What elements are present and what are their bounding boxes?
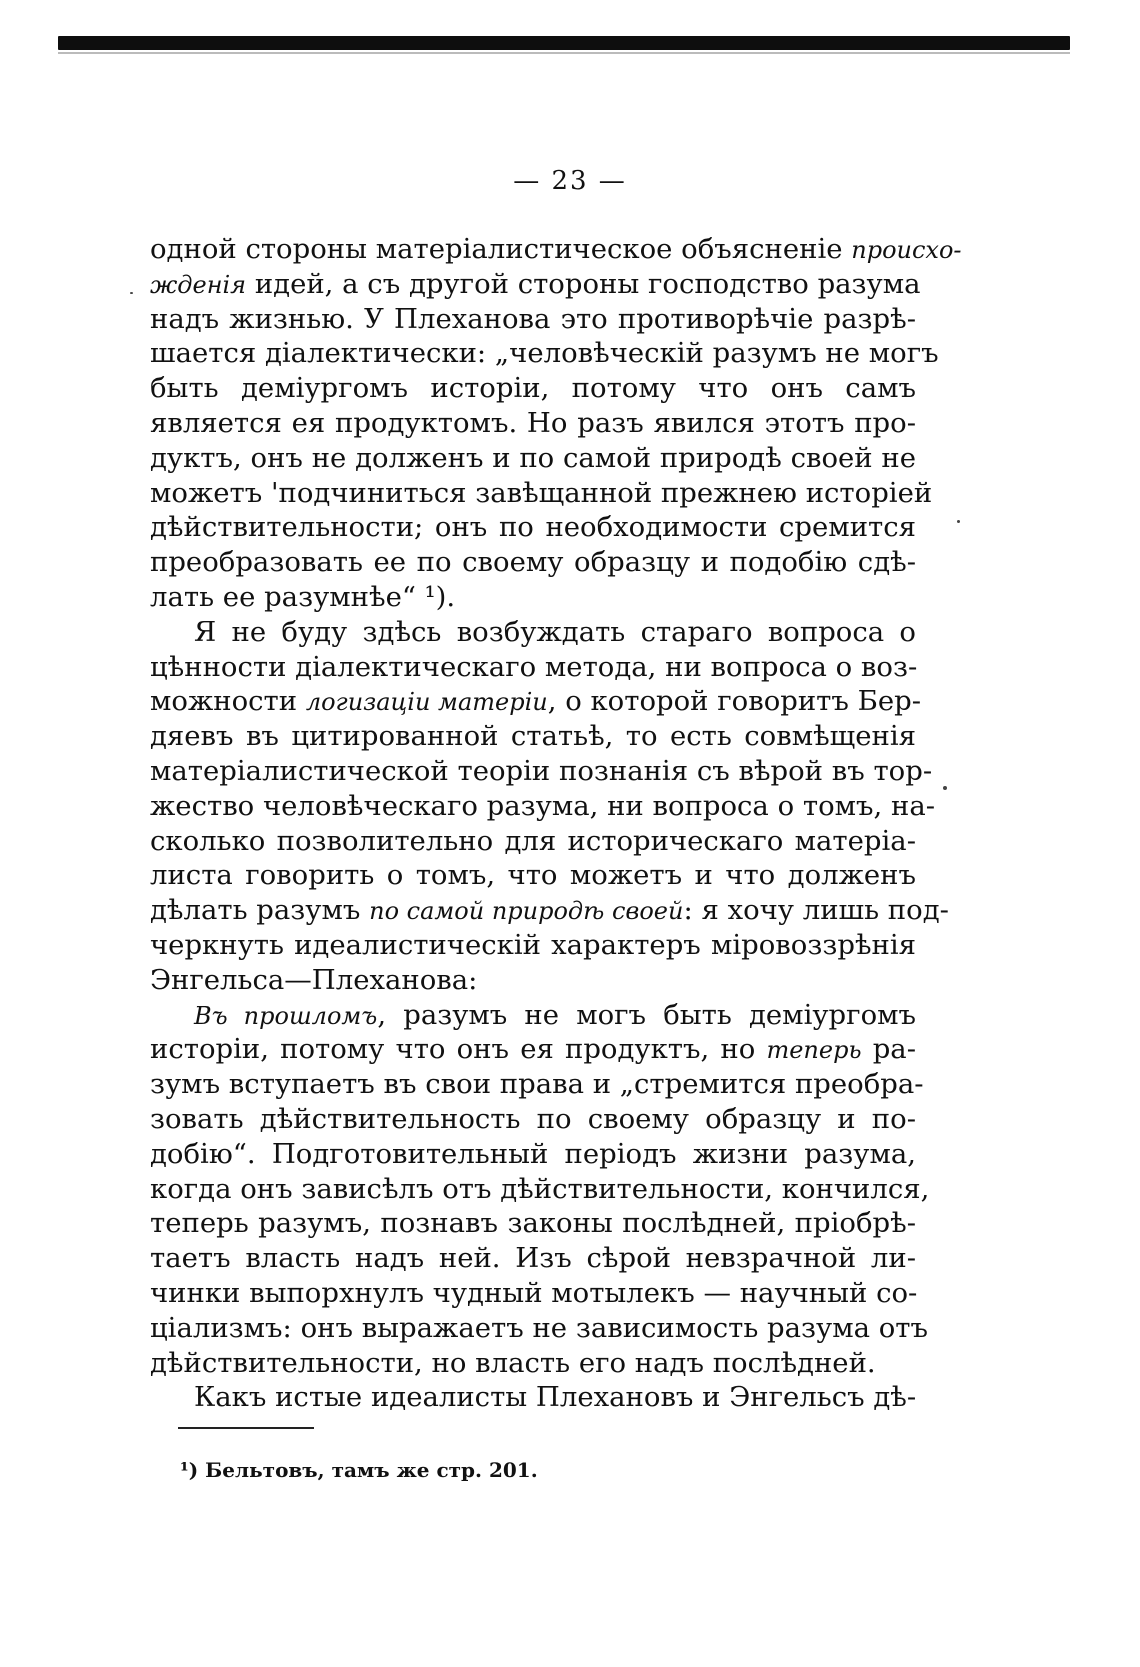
footnote: ¹) Бельтовъ, тамъ же стр. 201. (180, 1458, 538, 1482)
text-span: , о которой говоритъ Бер- (547, 685, 922, 718)
text-span: преобразовать ее по своему образцу и подобію сдѣ- (150, 546, 916, 579)
text-span: когда онъ зависѣлъ отъ дѣйствительности, кончился, (150, 1172, 930, 1205)
text-line (150, 1276, 916, 1311)
ink-speck (957, 520, 960, 523)
text-span: надъ жизнью. У Плеханова это противорѣчіе разрѣ- (150, 302, 916, 335)
text-span: сколько позволительно для историческаго матеріа- (150, 824, 916, 857)
text-line (150, 824, 916, 859)
italic-span: по самой природѣ своей (369, 897, 684, 926)
text-line (150, 476, 933, 511)
text-span: дѣлать разумъ (150, 894, 370, 927)
italic-span: жденія (150, 270, 247, 299)
text-line (150, 232, 962, 267)
text-span: черкнуть идеалистическій характеръ міровоззрѣнія (150, 928, 916, 961)
text-line (150, 858, 916, 893)
text-line (150, 371, 916, 406)
body-text (150, 232, 962, 1415)
text-line (150, 406, 916, 441)
text-line (150, 336, 939, 371)
text-line (150, 928, 916, 963)
text-span: Я не буду здѣсь возбуждать стараго вопроса о (194, 615, 916, 648)
text-span: теперь разумъ, познавъ законы послѣдней, пріобрѣ- (150, 1207, 916, 1240)
ink-speck (943, 786, 947, 790)
text-line (150, 580, 916, 615)
text-span: , разумъ не могъ быть деміургомъ (377, 998, 917, 1031)
text-span: дѣйствительности; онъ по необходимости сремится (150, 511, 916, 544)
text-line (150, 893, 949, 928)
italic-span: происхо- (851, 236, 962, 264)
italic-span: логизаціи матеріи (305, 688, 548, 717)
text-span: зумъ вступаетъ въ свои права и „стремится преобра- (150, 1068, 924, 1101)
text-line (150, 1067, 924, 1102)
footnote-divider (178, 1427, 314, 1429)
text-span: : я хочу лишь под- (683, 894, 949, 927)
paragraph (150, 998, 930, 1381)
text-span: таетъ власть надъ ней. Изъ сѣрой невзрачной ли- (150, 1242, 916, 1275)
text-line (150, 719, 916, 754)
text-span: лать ее разумнѣе“ ¹). (150, 580, 456, 613)
top-rule (58, 36, 1070, 50)
italic-span: теперь (766, 1036, 862, 1065)
text-line (150, 754, 933, 789)
text-span: листа говорить о томъ, что можетъ и что долженъ (150, 859, 916, 892)
text-span: можности (150, 685, 306, 718)
text-line (150, 302, 916, 337)
text-line (150, 1206, 916, 1241)
text-line (150, 1346, 916, 1381)
text-line (150, 684, 922, 719)
paragraph (150, 1380, 916, 1415)
text-line (150, 1032, 916, 1067)
text-span: дяевъ въ цитированной статьѣ, то есть совмѣщенія (150, 720, 916, 753)
paragraph (150, 232, 962, 615)
page-number: — 23 — (513, 166, 627, 196)
text-span: добію“. Подготовительный періодъ жизни разума, (150, 1137, 916, 1170)
text-line (150, 963, 916, 998)
text-line (150, 1380, 916, 1415)
text-span: ціализмъ: онъ выражаетъ не зависимость разума отъ (150, 1311, 929, 1344)
text-line (150, 1102, 916, 1137)
text-line (150, 1241, 916, 1276)
text-span: зовать дѣйствительность по своему образцу и по- (150, 1102, 916, 1135)
text-span: быть деміургомъ исторіи, потому что онъ самъ (150, 372, 916, 405)
text-span: исторіи, потому что онъ ея продуктъ, но (150, 1033, 767, 1066)
text-line (150, 1137, 916, 1172)
text-span: Энгельса—Плеханова: (150, 963, 478, 996)
text-span: дуктъ, онъ не долженъ и по самой природѣ своей не (150, 441, 916, 474)
text-span: жество человѣческаго разума, ни вопроса о томъ, на- (150, 789, 936, 822)
text-line (150, 441, 916, 476)
text-line (150, 1172, 930, 1207)
paragraph (150, 615, 949, 998)
text-line (150, 1311, 929, 1346)
ink-speck (130, 292, 133, 294)
text-span: можетъ 'подчиниться завѣщанной прежнею исторіей (150, 476, 933, 509)
text-line (150, 545, 916, 580)
text-span: одной стороны матеріалистическое объясненіе (150, 233, 852, 265)
text-span: матеріалистической теоріи познанія съ вѣрой въ тор- (150, 754, 933, 787)
text-span: шается діалектически: „человѣческій разумъ не могъ (150, 337, 939, 370)
text-span: цѣнности діалектическаго метода, ни вопроса о воз- (150, 650, 918, 683)
text-span: дѣйствительности, но власть его надъ послѣдней. (150, 1346, 876, 1379)
text-line (150, 650, 916, 685)
top-rule-shadow (58, 52, 1070, 54)
text-span: ра- (861, 1033, 916, 1066)
text-span: идей, а съ другой стороны господство разума (246, 267, 921, 300)
text-line (150, 998, 916, 1033)
text-line (150, 510, 916, 545)
text-span: Какъ истые идеалисты Плехановъ и Энгельсъ дѣ- (194, 1381, 917, 1414)
text-span: является ея продуктомъ. Но разъ явился этотъ про- (150, 406, 916, 439)
text-line (150, 789, 936, 824)
italic-span: Въ прошломъ (194, 1001, 378, 1030)
text-span: чинки выпорхнулъ чудный мотылекъ — научный со- (150, 1276, 918, 1309)
text-line (150, 267, 921, 302)
text-line (150, 615, 916, 650)
